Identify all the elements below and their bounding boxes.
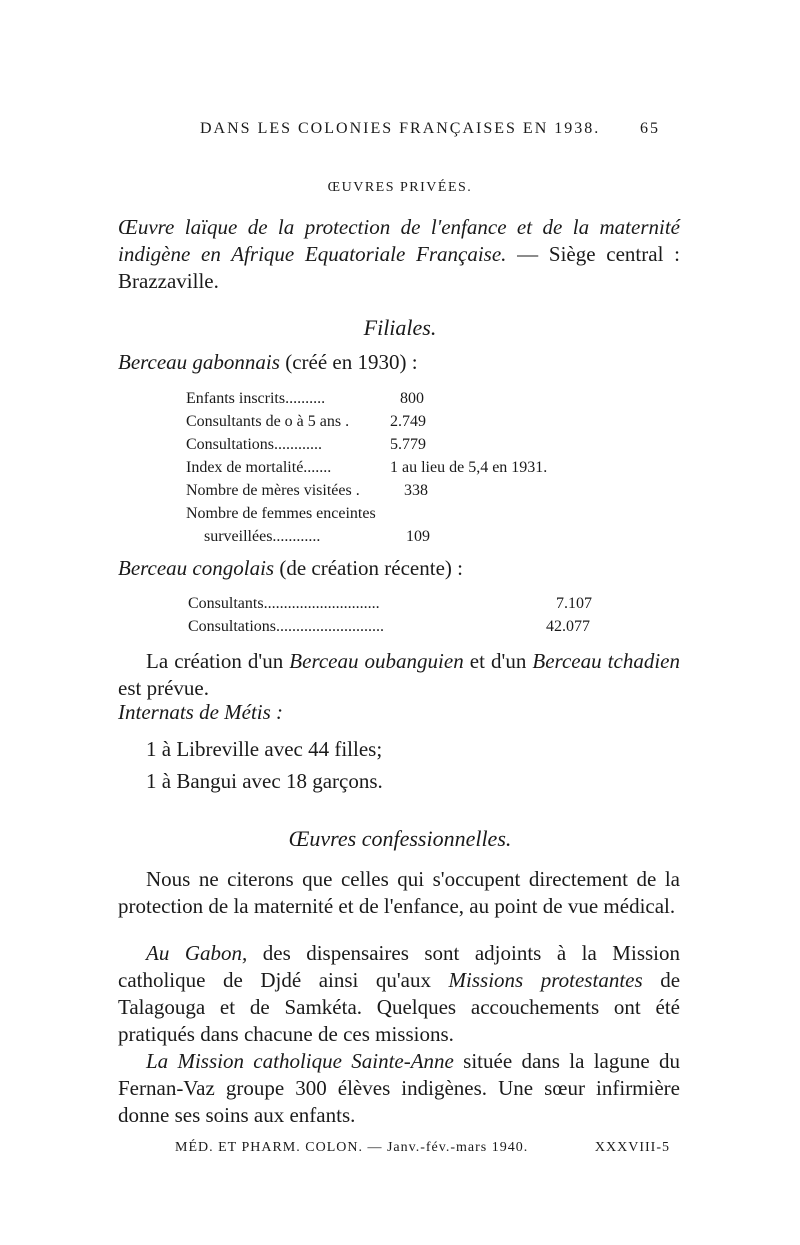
row-value: 2.749 [390, 413, 426, 430]
row-label: Consultants............................. [188, 595, 380, 612]
row-value: 800 [400, 390, 424, 407]
filiales-heading: Filiales. [363, 315, 437, 340]
creation-text-3: est prévue. [118, 676, 209, 700]
row-label: Nombre de femmes enceintes [186, 505, 376, 522]
missions-protestantes: Missions protestantes [448, 968, 643, 992]
row-value: 338 [404, 482, 428, 499]
organization-name: Œuvre laïque de la protection de l'enfance et de la maternité indigène en Afrique Equatoriale Française. [118, 215, 680, 266]
list-item: 1 à Bangui avec 18 garçons. [146, 769, 383, 793]
creation-paragraph [118, 648, 680, 702]
gabon-text-2: de Talagouga et de Samkéta. Quelques accouchements ont été pratiqués dans chacune de ces missions. [118, 968, 681, 1046]
page-number: 65 [640, 120, 660, 137]
gabon-text-1: des dispensaires sont adjoints à la Mission catholique de Djdé ainsi qu'aux [118, 941, 680, 992]
section-title: ŒUVRES PRIVÉES. [327, 180, 473, 195]
row-value: 109 [406, 528, 430, 545]
row-value: 1 au lieu de 5,4 en 1931. [390, 459, 548, 476]
berceau-gabonnais-table [186, 387, 646, 547]
row-label: Enfants inscrits.......... [186, 390, 326, 407]
berceau-congolais-title: Berceau congolais [118, 556, 275, 580]
row-label: Consultations............ [186, 436, 323, 453]
nous-paragraph: Nous ne citerons que celles qui s'occupent directement de la protection de la maternité et de l'enfance, au point de vue médical. [118, 867, 680, 918]
berceau-gabonnais-detail: (créé en 1930) : [279, 350, 418, 374]
row-label: Consultations........................... [188, 618, 385, 635]
list-item: 1 à Libreville avec 44 filles; [146, 737, 383, 761]
confessionnelles-heading: Œuvres confessionnelles. [288, 826, 512, 851]
berceau-congolais-detail: (de création récente) : [274, 556, 463, 580]
gabon-paragraph [118, 940, 680, 1048]
organization-seat: — Siège central : Brazzaville. [118, 242, 680, 293]
creation-text-1: La création d'un [146, 649, 290, 673]
berceau-congolais-table [188, 592, 668, 638]
internats-heading: Internats de Métis : [118, 700, 284, 724]
berceau-congolais-heading [118, 556, 678, 581]
mission-sainte-anne: La Mission catholique Sainte-Anne [146, 1049, 454, 1073]
row-value: 5.779 [390, 436, 426, 453]
intro-paragraph [118, 214, 680, 295]
berceau-gabonnais-title: Berceau gabonnais [118, 350, 280, 374]
gabon-label: Au Gabon, [146, 941, 248, 965]
mission-paragraph [118, 1048, 680, 1129]
running-header-title: DANS LES COLONIES FRANÇAISES EN 1938. [200, 120, 601, 137]
berceau-oubanguien: Berceau oubanguien [289, 649, 464, 673]
row-label: Nombre de mères visitées . [186, 482, 360, 499]
row-value: 42.077 [546, 618, 590, 635]
row-value: 7.107 [556, 595, 592, 612]
row-label: Consultants de o à 5 ans . [186, 413, 350, 430]
mission-text: située dans la lagune du Fernan-Vaz groupe 300 élèves indigènes. Une sœur infirmière donne ses soins aux enfants. [118, 1049, 680, 1127]
row-label: surveillées............ [204, 528, 321, 545]
row-label: Index de mortalité....... [186, 459, 332, 476]
berceau-gabonnais-heading [118, 350, 678, 375]
creation-text-2: et d'un [463, 649, 533, 673]
footer-citation: MÉD. ET PHARM. COLON. — Janv.-fév.-mars 1940. [175, 1140, 529, 1155]
berceau-tchadien: Berceau tchadien [532, 649, 680, 673]
footer-number: XXXVIII-5 [594, 1140, 670, 1155]
